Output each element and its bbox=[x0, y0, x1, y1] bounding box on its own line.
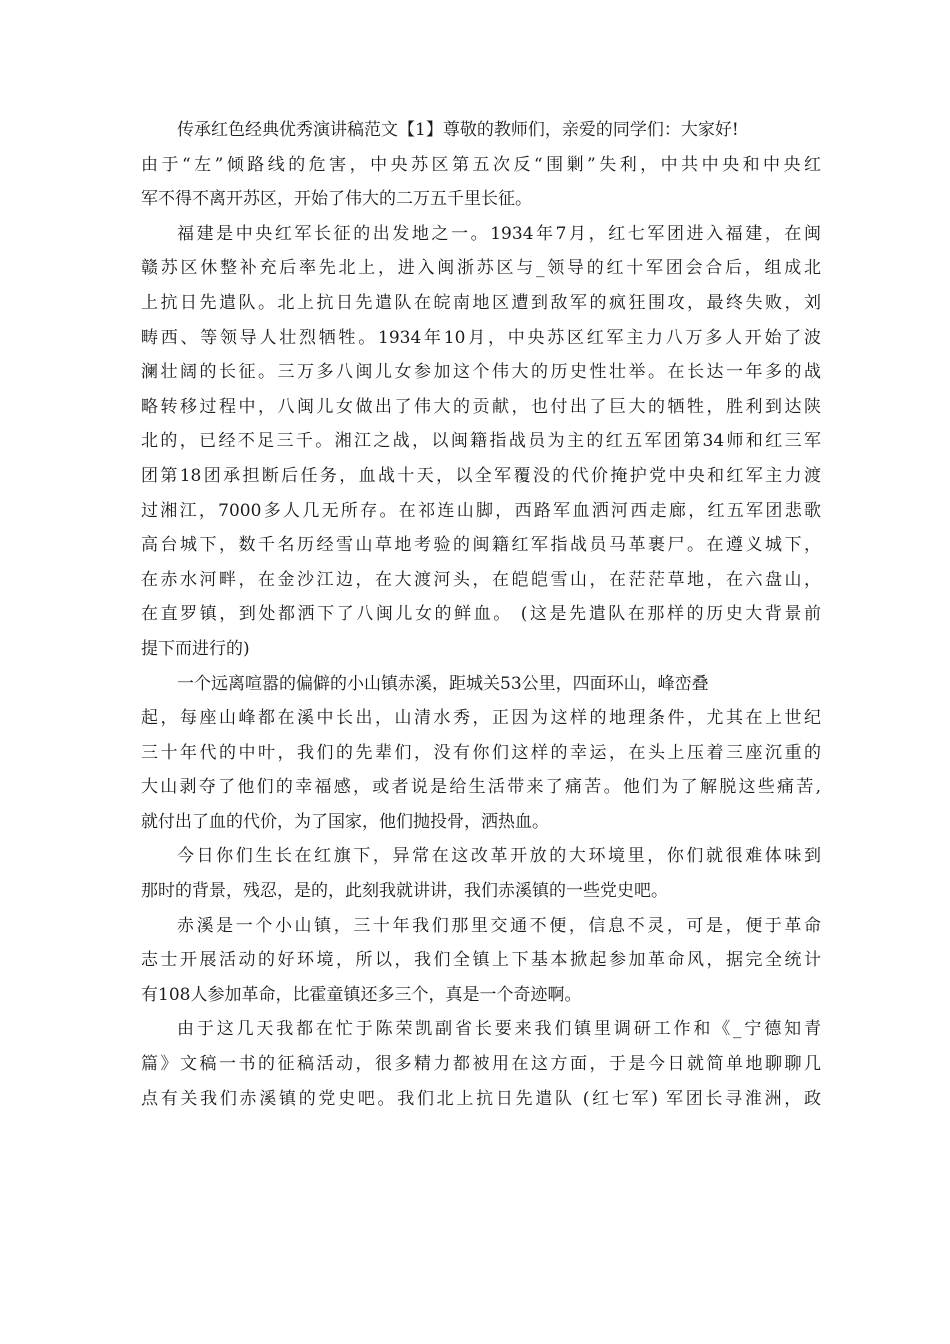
text-line: 赣苏区休整补充后率先北上，进入闽浙苏区与_领导的红十军团会合后，组成北 bbox=[141, 258, 821, 279]
text-line: 在直罗镇，到处都洒下了八闽儿女的鲜血。 (这是先遣队在那样的历史大背景前 bbox=[141, 604, 821, 625]
text-line: 团第18团承担断后任务，血战十天，以全军覆没的代价掩护党中央和红军主力渡 bbox=[141, 465, 821, 486]
text-line: 赤溪是一个小山镇，三十年我们那里交通不便，信息不灵，可是，便于革命 bbox=[177, 915, 821, 936]
text-line: 就付出了血的代价，为了国家，他们抛投骨，洒热血。 bbox=[141, 811, 549, 832]
text-line: 篇》文稿一书的征稿活动，很多精力都被用在这方面，于是今日就简单地聊聊几 bbox=[141, 1054, 821, 1075]
text-line: 有108人参加革命，比霍童镇还多三个，真是一个奇迹啊。 bbox=[141, 984, 582, 1005]
text-line: 北的，已经不足三千。湘江之战，以闽籍指战员为主的红五军团第34师和红三军 bbox=[141, 431, 821, 452]
text-line: 畴西、等领导人壮烈牺牲。1934年10月，中央苏区红军主力八万多人开始了波 bbox=[141, 327, 821, 348]
text-line: 军不得不离开苏区，开始了伟大的二万五千里长征。 bbox=[141, 189, 532, 210]
text-line: 志士开展活动的好环境，所以，我们全镇上下基本掀起参加革命风，据完全统计 bbox=[141, 950, 821, 971]
text-line: 由于这几天我都在忙于陈荣凯副省长要来我们镇里调研工作和《_宁德知青 bbox=[177, 1019, 821, 1040]
text-line: 那时的背景，残忍，是的，此刻我就讲讲，我们赤溪镇的一些党史吧。 bbox=[141, 881, 668, 902]
text-line: 高台城下，数千名历经雪山草地考验的闽籍红军指战员马革裹尸。在遵义城下， bbox=[141, 535, 821, 556]
text-line: 提下而进行的) bbox=[141, 638, 250, 659]
text-line: 在赤水河畔，在金沙江边，在大渡河头，在皑皑雪山，在茫茫草地，在六盘山， bbox=[141, 569, 821, 590]
text-line: 福建是中央红军长征的出发地之一。1934年7月，红七军团进入福建，在闽 bbox=[177, 223, 821, 244]
text-line: 点有关我们赤溪镇的党史吧。我们北上抗日先遣队 (红七军) 军团长寻淮洲，政 bbox=[141, 1088, 821, 1109]
text-line: 澜壮阔的长征。三万多八闽儿女参加这个伟大的历史性壮举。在长达一年多的战 bbox=[141, 362, 821, 383]
text-line: 大山剥夺了他们的幸福感，或者说是给生活带来了痛苦。他们为了解脱这些痛苦, bbox=[141, 777, 821, 798]
text-line: 三十年代的中叶，我们的先辈们，没有你们这样的幸运，在头上压着三座沉重的 bbox=[141, 742, 821, 763]
text-line: 起，每座山峰都在溪中长出，山清水秀，正因为这样的地理条件，尤其在上世纪 bbox=[141, 708, 821, 729]
text-line: 过湘江，7000多人几无所存。在祁连山脚，西路军血洒河西走廊，红五军团悲歌 bbox=[141, 500, 821, 521]
text-line: 一个远离喧嚣的偏僻的小山镇赤溪，距城关53公里，四面环山，峰峦叠 bbox=[177, 673, 709, 694]
text-line: 由于“左”倾路线的危害，中央苏区第五次反“围剿”失利，中共中央和中央红 bbox=[141, 154, 821, 175]
text-line: 今日你们生长在红旗下，异常在这改革开放的大环境里，你们就很难体味到 bbox=[177, 846, 821, 867]
text-line: 略转移过程中，八闽儿女做出了伟大的贡献，也付出了巨大的牺牲，胜利到达陕 bbox=[141, 396, 821, 417]
text-line: 上抗日先遣队。北上抗日先遣队在皖南地区遭到敌军的疯狂围攻，最终失败，刘 bbox=[141, 292, 821, 313]
document-body bbox=[141, 113, 821, 1116]
text-line: 传承红色经典优秀演讲稿范文【1】尊敬的教师们，亲爱的同学们：大家好! bbox=[177, 120, 739, 140]
